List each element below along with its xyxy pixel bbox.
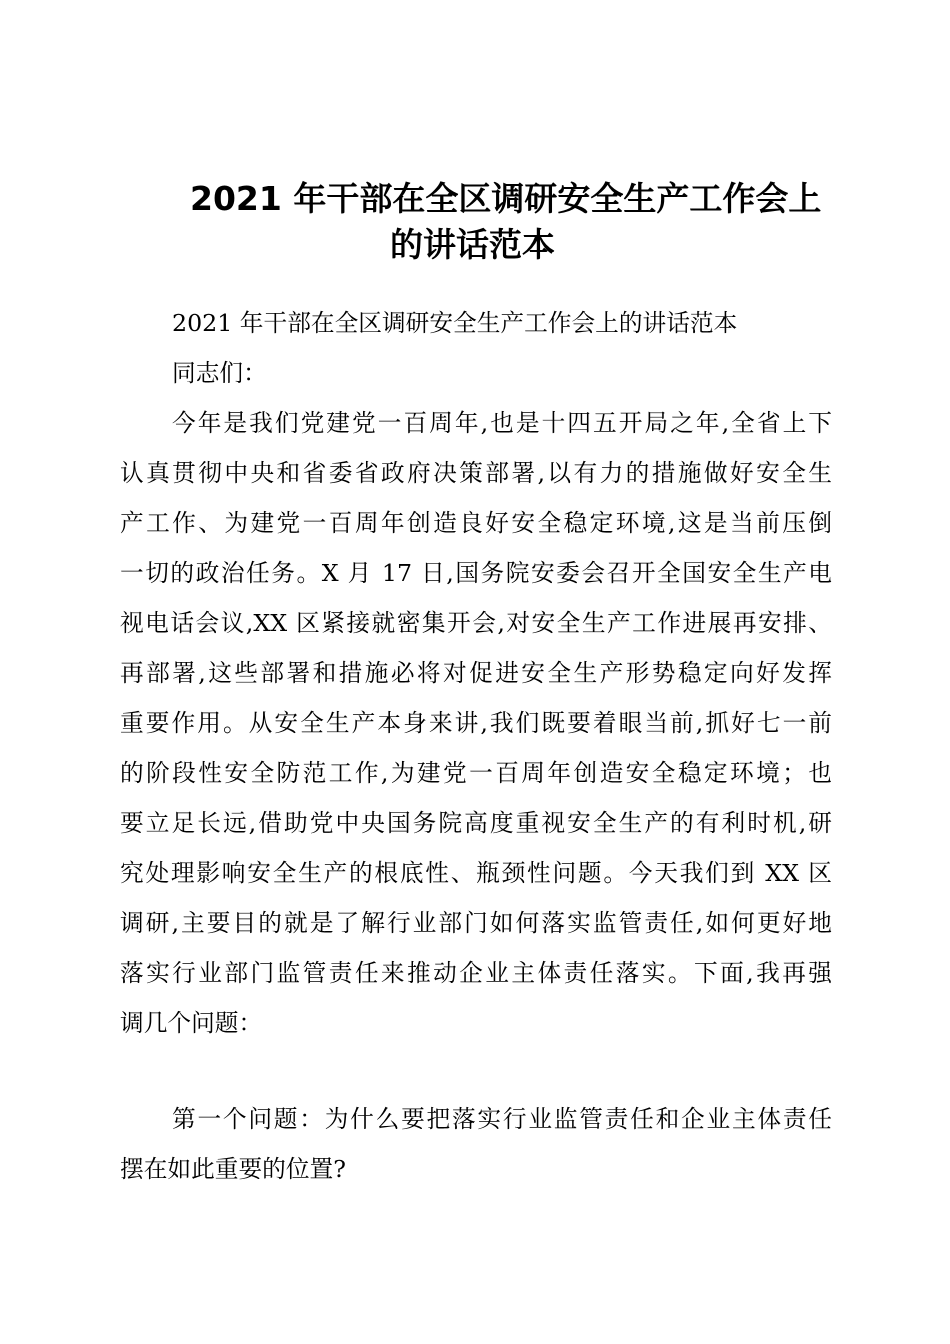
paragraph-line: 调几个问题： (120, 1009, 263, 1037)
paragraph-line: 落实行业部门监管责任来推动企业主体责任落实。下面,我再强 (120, 959, 832, 987)
question-line: 第一个问题：为什么要把落实行业监管责任和企业主体责任 (172, 1105, 832, 1133)
paragraph-line: 的阶段性安全防范工作,为建党一百周年创造安全稳定环境；也 (120, 759, 832, 787)
paragraph-line: 再部署,这些部署和措施必将对促进安全生产形势稳定向好发挥 (120, 659, 832, 687)
paragraph-line: 认真贯彻中央和省委省政府决策部署,以有力的措施做好安全生 (120, 459, 832, 487)
salutation: 同志们： (172, 359, 267, 387)
question-line: 摆在如此重要的位置? (120, 1155, 346, 1183)
document-title-line-1: 2021 年干部在全区调研安全生产工作会上 (190, 179, 822, 218)
document-title-line-2: 的讲话范本 (390, 225, 555, 264)
document-subtitle: 2021 年干部在全区调研安全生产工作会上的讲话范本 (172, 309, 738, 337)
paragraph-line: 一切的政治任务。X 月 17 日,国务院安委会召开全国安全生产电 (120, 559, 832, 587)
paragraph-line: 产工作、为建党一百周年创造良好安全稳定环境,这是当前压倒 (120, 509, 832, 537)
paragraph-line: 究处理影响安全生产的根底性、瓶颈性问题。今天我们到 XX 区 (120, 859, 832, 887)
paragraph-line: 今年是我们党建党一百周年,也是十四五开局之年,全省上下 (172, 409, 832, 437)
paragraph-line: 调研,主要目的就是了解行业部门如何落实监管责任,如何更好地 (120, 909, 832, 937)
paragraph-line: 重要作用。从安全生产本身来讲,我们既要着眼当前,抓好七一前 (120, 709, 832, 737)
paragraph-line: 视电话会议,XX 区紧接就密集开会,对安全生产工作进展再安排、 (120, 609, 832, 637)
paragraph-line: 要立足长远,借助党中央国务院高度重视安全生产的有利时机,研 (120, 809, 832, 837)
